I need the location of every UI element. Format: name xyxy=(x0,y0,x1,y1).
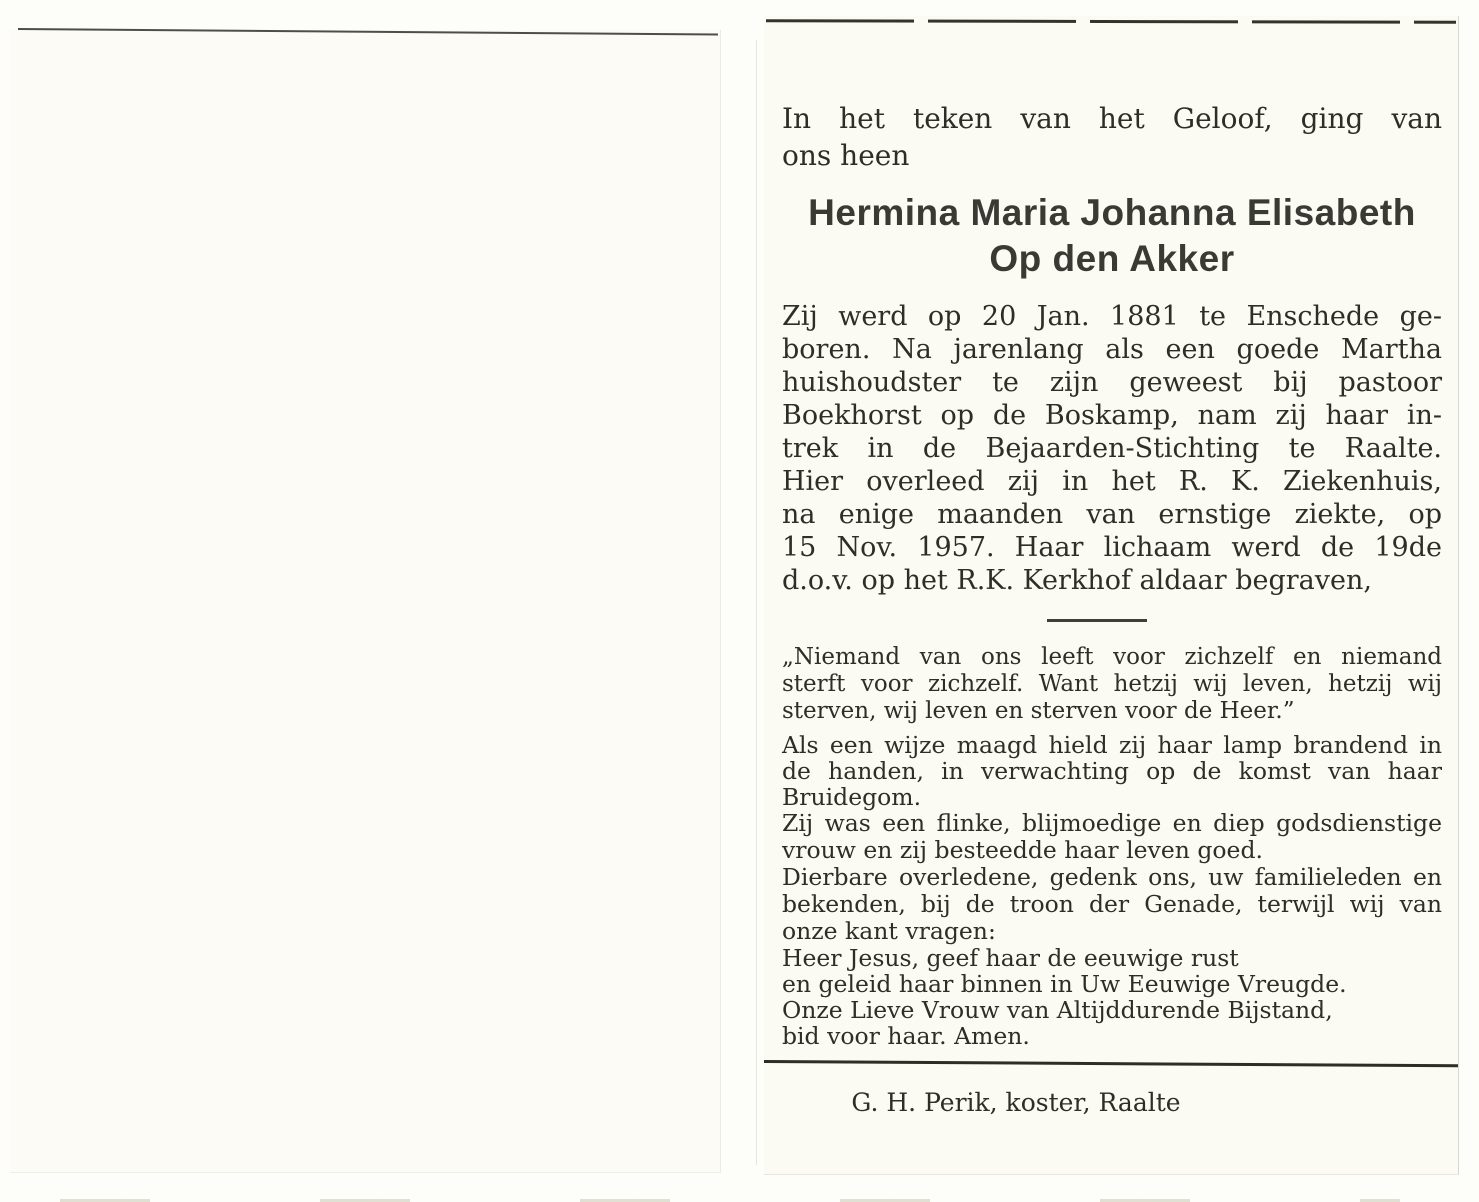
text-line: Bruidegom. xyxy=(782,783,922,811)
text-line: bid voor haar. Amen. xyxy=(782,1022,1030,1050)
left-page-blank xyxy=(10,30,721,1173)
right-page xyxy=(764,16,1459,1175)
remembrance-paragraph xyxy=(782,864,1442,945)
text-line: sterft voor zichzelf. Want hetzij wij leven, hetzij wij xyxy=(782,671,1442,697)
text-line: „Niemand van ons leeft voor zichzelf en niemand xyxy=(782,644,1442,670)
wise-virgin-paragraph xyxy=(782,732,1442,810)
text-line: boren. Na jarenlang als een goede Martha xyxy=(782,334,1442,365)
text-line: na enige maanden van ernstige ziekte, op xyxy=(782,499,1442,530)
text-line: onze kant vragen: xyxy=(782,917,996,945)
page-fold-line xyxy=(756,40,757,1165)
character-paragraph xyxy=(782,810,1442,864)
intro-text xyxy=(782,100,1442,174)
scripture-quote-paragraph xyxy=(782,644,1442,725)
text-line: ons heen xyxy=(782,139,910,172)
text-line: d.o.v. op het R.K. Kerkhof aldaar begraven, xyxy=(782,565,1372,596)
text-line: Op den Akker xyxy=(989,238,1235,279)
text-line: Dierbare overledene, gedenk ons, uw familieleden en xyxy=(782,863,1442,891)
text-line: de handen, in verwachting op de komst van haar xyxy=(782,757,1442,785)
text-line: en geleid haar binnen in Uw Eeuwige Vreugde. xyxy=(782,970,1347,998)
biography-paragraph xyxy=(782,300,1442,597)
text-line: Boekhorst op de Boskamp, nam zij haar in- xyxy=(782,400,1442,431)
text-line: Hier overleed zij in het R. K. Ziekenhuis, xyxy=(782,466,1442,497)
text-line: bekenden, bij de troon der Genade, terwijl wij van xyxy=(782,890,1442,918)
prayer-text xyxy=(782,945,1442,1049)
text-line: Als een wijze maagd hield zij haar lamp brandend in xyxy=(782,731,1442,759)
text-line: sterven, wij leven en sterven voor de Heer.” xyxy=(782,698,1295,724)
text-line: In het teken van het Geloof, ging van xyxy=(782,102,1442,135)
text-line: vrouw en zij besteedde haar leven goed. xyxy=(782,836,1263,864)
text-line: 15 Nov. 1957. Haar lichaam werd de 19de xyxy=(782,532,1442,563)
text-line: Zij werd op 20 Jan. 1881 te Enschede ge- xyxy=(782,301,1442,332)
text-line: Onze Lieve Vrouw van Altijddurende Bijstand, xyxy=(782,996,1333,1024)
section-divider-line xyxy=(1047,619,1147,622)
text-line: huishoudster te zijn geweest bij pastoor xyxy=(782,367,1442,398)
deceased-name-heading xyxy=(782,190,1442,282)
text-line: Hermina Maria Johanna Elisabeth xyxy=(808,192,1416,233)
text-line: Heer Jesus, geef haar de eeuwige rust xyxy=(782,944,1239,972)
text-line: Zij was een flinke, blijmoedige en diep godsdienstige xyxy=(782,809,1442,837)
footer-divider-line xyxy=(764,1060,1458,1067)
left-page-top-edge-line xyxy=(18,28,718,35)
printer-credit: G. H. Perik, koster, Raalte xyxy=(851,1088,1181,1117)
right-page-content xyxy=(782,16,1442,1049)
text-line: trek in de Bejaarden-Stichting te Raalte. xyxy=(782,433,1442,464)
